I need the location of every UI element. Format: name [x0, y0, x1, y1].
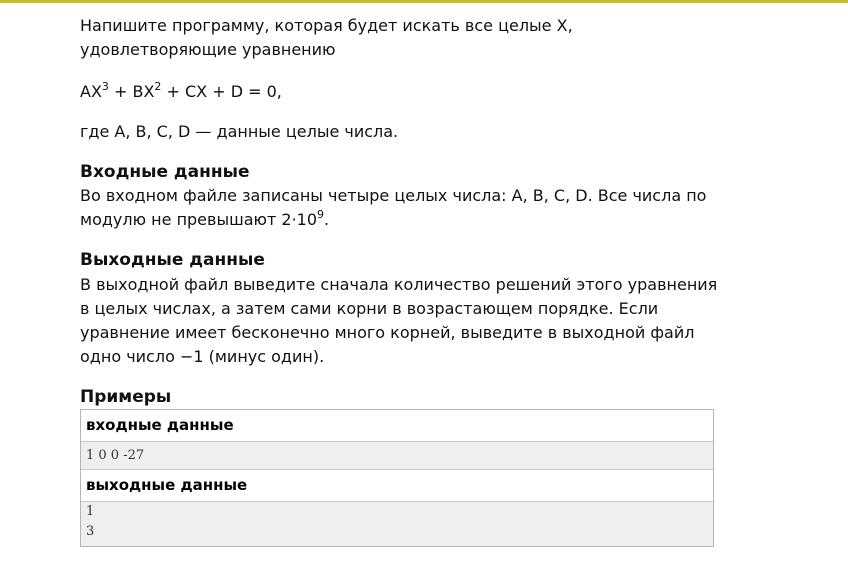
examples-title: Примеры [80, 387, 172, 407]
equation-rest: + CX + D = 0, [161, 82, 282, 101]
input-section-line-1: Во входном файле записаны четыре целых числа: A, B, C, D. Все числа по [80, 186, 707, 205]
example-output-line: 1 [86, 504, 95, 519]
input-exponent: 9 [317, 208, 325, 221]
example-input-value: 1 0 0 -27 [81, 442, 713, 470]
equation-exponent-2: 2 [154, 80, 162, 93]
output-section-line-4: одно число −1 (минус один). [80, 347, 325, 366]
output-section-line-2: в целых числах, а затем сами корни в возрастающем порядке. Если [80, 299, 659, 318]
input-section-line-2 [80, 208, 329, 232]
statement-line-2: удовлетворяющие уравнению [80, 40, 336, 59]
equation [80, 80, 282, 104]
output-section-line-3: уравнение имеет бесконечно много корней, выведите в выходной файл [80, 323, 695, 342]
input-section-title: Входные данные [80, 162, 250, 182]
example-output-label: выходные данные [81, 470, 713, 502]
equation-term-a: AX [80, 82, 102, 101]
example-output-value [81, 502, 713, 546]
statement-line-1: Напишите программу, которая будет искать все целые X, [80, 16, 573, 35]
output-section-line-1: В выходной файл выведите сначала количество решений этого уравнения [80, 275, 718, 294]
equation-term-b: + BX [108, 82, 155, 101]
example-input-label: входные данные [81, 410, 713, 442]
input-line-2-text: модулю не превышают 2·10 [80, 210, 318, 229]
statement-line-3: где A, B, C, D — данные целые числа. [80, 122, 399, 141]
input-line-2-end: . [324, 210, 330, 229]
examples-table [80, 409, 714, 547]
equation-exponent-3: 3 [101, 80, 109, 93]
example-output-line: 3 [86, 524, 95, 539]
top-border [0, 0, 848, 3]
output-section-title: Выходные данные [80, 250, 265, 270]
